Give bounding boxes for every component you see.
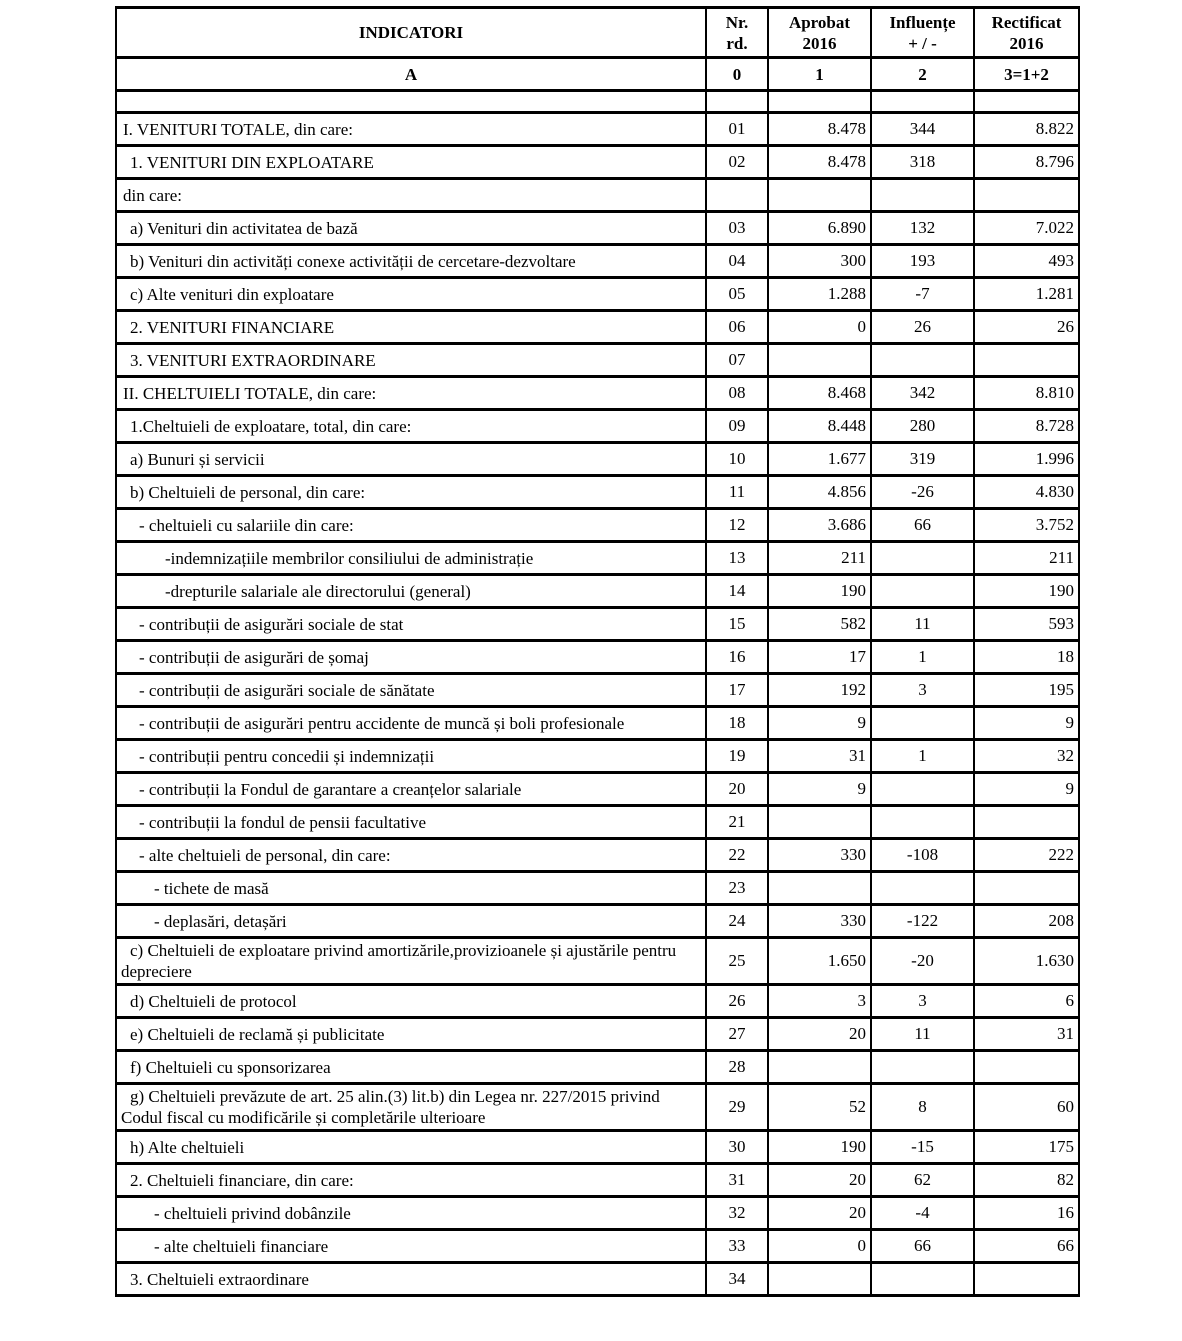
influente-value-cell: -122 bbox=[871, 905, 974, 938]
rectificat-value-cell: 593 bbox=[974, 608, 1079, 641]
indicator-cell: - contribuții de asigurări sociale de sănătate bbox=[116, 674, 706, 707]
table-row bbox=[116, 212, 1079, 245]
rectificat-value-cell: 195 bbox=[974, 674, 1079, 707]
indicator-cell: 2. Cheltuieli financiare, din care: bbox=[116, 1164, 706, 1197]
row-number-cell: 29 bbox=[706, 1084, 768, 1131]
row-number-cell: 23 bbox=[706, 872, 768, 905]
indicator-cell: e) Cheltuieli de reclamă și publicitate bbox=[116, 1018, 706, 1051]
aprobat-value-cell: 20 bbox=[768, 1197, 871, 1230]
indicator-cell: II. CHELTUIELI TOTALE, din care: bbox=[116, 377, 706, 410]
indicator-cell: - contribuții de asigurări pentru accidente de muncă și boli profesionale bbox=[116, 707, 706, 740]
table-row bbox=[116, 542, 1079, 575]
row-number-cell: 22 bbox=[706, 839, 768, 872]
table-row bbox=[116, 905, 1079, 938]
indicator-cell: -drepturile salariale ale directorului (general) bbox=[116, 575, 706, 608]
influente-value-cell bbox=[871, 575, 974, 608]
influente-value-cell: 132 bbox=[871, 212, 974, 245]
table-row bbox=[116, 575, 1079, 608]
influente-value-cell bbox=[871, 91, 974, 113]
header-rectificat bbox=[974, 8, 1079, 58]
indicator-cell: c) Alte venituri din exploatare bbox=[116, 278, 706, 311]
rectificat-value-cell: 8.822 bbox=[974, 113, 1079, 146]
aprobat-value-cell: 6.890 bbox=[768, 212, 871, 245]
table-row bbox=[116, 1131, 1079, 1164]
aprobat-value-cell: 0 bbox=[768, 1230, 871, 1263]
influente-value-cell: 66 bbox=[871, 509, 974, 542]
influente-value-cell: 8 bbox=[871, 1084, 974, 1131]
row-number-cell: 04 bbox=[706, 245, 768, 278]
table-row bbox=[116, 839, 1079, 872]
rectificat-value-cell: 175 bbox=[974, 1131, 1079, 1164]
influente-value-cell: 280 bbox=[871, 410, 974, 443]
aprobat-value-cell: 8.478 bbox=[768, 113, 871, 146]
influente-value-cell: 318 bbox=[871, 146, 974, 179]
table-row bbox=[116, 179, 1079, 212]
aprobat-value-cell: 330 bbox=[768, 905, 871, 938]
header-aprobat-line1: Aprobat bbox=[788, 12, 851, 32]
influente-value-cell bbox=[871, 806, 974, 839]
rectificat-value-cell bbox=[974, 1263, 1079, 1296]
rectificat-value-cell bbox=[974, 806, 1079, 839]
aprobat-value-cell: 52 bbox=[768, 1084, 871, 1131]
header-nr-line2: rd. bbox=[726, 33, 748, 53]
rectificat-value-cell: 6 bbox=[974, 985, 1079, 1018]
subheader-2: 2 bbox=[871, 58, 974, 91]
table-row bbox=[116, 872, 1079, 905]
indicator-cell: c) Cheltuieli de exploatare privind amortizările,provizioanele și ajustările pentru depreciere bbox=[116, 938, 706, 985]
influente-value-cell: -26 bbox=[871, 476, 974, 509]
header-indicatori bbox=[116, 8, 706, 58]
header-indicatori-label: INDICATORI bbox=[358, 23, 464, 42]
row-number-cell: 33 bbox=[706, 1230, 768, 1263]
rectificat-value-cell: 211 bbox=[974, 542, 1079, 575]
aprobat-value-cell bbox=[768, 872, 871, 905]
indicator-cell: - contribuții de asigurări de șomaj bbox=[116, 641, 706, 674]
row-number-cell: 13 bbox=[706, 542, 768, 575]
row-number-cell: 34 bbox=[706, 1263, 768, 1296]
row-number-cell: 27 bbox=[706, 1018, 768, 1051]
influente-value-cell: 1 bbox=[871, 740, 974, 773]
table-body bbox=[116, 91, 1079, 1296]
rectificat-value-cell: 8.796 bbox=[974, 146, 1079, 179]
influente-value-cell: 26 bbox=[871, 311, 974, 344]
subheader-0: 0 bbox=[706, 58, 768, 91]
indicator-cell: -indemnizațiile membrilor consiliului de administrație bbox=[116, 542, 706, 575]
influente-value-cell: 344 bbox=[871, 113, 974, 146]
influente-value-cell: 66 bbox=[871, 1230, 974, 1263]
aprobat-value-cell: 582 bbox=[768, 608, 871, 641]
aprobat-value-cell: 17 bbox=[768, 641, 871, 674]
influente-value-cell: -7 bbox=[871, 278, 974, 311]
header-rectificat-line1: Rectificat bbox=[991, 12, 1062, 32]
influente-value-cell: 11 bbox=[871, 1018, 974, 1051]
rectificat-value-cell: 9 bbox=[974, 773, 1079, 806]
indicator-cell: I. VENITURI TOTALE, din care: bbox=[116, 113, 706, 146]
row-number-cell: 10 bbox=[706, 443, 768, 476]
indicator-cell: 1. VENITURI DIN EXPLOATARE bbox=[116, 146, 706, 179]
indicator-cell: 3. VENITURI EXTRAORDINARE bbox=[116, 344, 706, 377]
header-influente-line2: + / - bbox=[908, 33, 937, 53]
rectificat-value-cell: 8.728 bbox=[974, 410, 1079, 443]
table-header bbox=[116, 8, 1079, 91]
table-row bbox=[116, 1164, 1079, 1197]
influente-value-cell bbox=[871, 1051, 974, 1084]
table-row bbox=[116, 377, 1079, 410]
row-number-cell: 28 bbox=[706, 1051, 768, 1084]
table-row bbox=[116, 311, 1079, 344]
rectificat-value-cell: 82 bbox=[974, 1164, 1079, 1197]
rectificat-value-cell: 4.830 bbox=[974, 476, 1079, 509]
aprobat-value-cell: 192 bbox=[768, 674, 871, 707]
rectificat-value-cell: 18 bbox=[974, 641, 1079, 674]
indicator-cell: - contribuții la fondul de pensii facultative bbox=[116, 806, 706, 839]
subheader-a: A bbox=[116, 58, 706, 91]
row-number-cell: 24 bbox=[706, 905, 768, 938]
rectificat-value-cell: 1.996 bbox=[974, 443, 1079, 476]
row-number-cell: 32 bbox=[706, 1197, 768, 1230]
indicator-cell: d) Cheltuieli de protocol bbox=[116, 985, 706, 1018]
indicator-cell: - cheltuieli privind dobânzile bbox=[116, 1197, 706, 1230]
rectificat-value-cell: 32 bbox=[974, 740, 1079, 773]
row-number-cell: 15 bbox=[706, 608, 768, 641]
table-row bbox=[116, 245, 1079, 278]
indicator-cell: 3. Cheltuieli extraordinare bbox=[116, 1263, 706, 1296]
rectificat-value-cell bbox=[974, 179, 1079, 212]
aprobat-value-cell: 3.686 bbox=[768, 509, 871, 542]
subheader-1: 1 bbox=[768, 58, 871, 91]
table-row bbox=[116, 985, 1079, 1018]
indicator-cell: - cheltuieli cu salariile din care: bbox=[116, 509, 706, 542]
row-number-cell: 16 bbox=[706, 641, 768, 674]
row-number-cell: 12 bbox=[706, 509, 768, 542]
aprobat-value-cell: 4.856 bbox=[768, 476, 871, 509]
row-number-cell: 01 bbox=[706, 113, 768, 146]
indicator-cell: g) Cheltuieli prevăzute de art. 25 alin.(3) lit.b) din Legea nr. 227/2015 privind Codul fiscal cu modificările și completările ulterioare bbox=[116, 1084, 706, 1131]
influente-value-cell: -108 bbox=[871, 839, 974, 872]
table-row bbox=[116, 278, 1079, 311]
rectificat-value-cell: 3.752 bbox=[974, 509, 1079, 542]
rectificat-value-cell: 493 bbox=[974, 245, 1079, 278]
table-row bbox=[116, 1197, 1079, 1230]
table-row bbox=[116, 344, 1079, 377]
influente-value-cell: -15 bbox=[871, 1131, 974, 1164]
aprobat-value-cell: 8.448 bbox=[768, 410, 871, 443]
row-number-cell: 21 bbox=[706, 806, 768, 839]
indicator-cell: - tichete de masă bbox=[116, 872, 706, 905]
row-number-cell: 19 bbox=[706, 740, 768, 773]
table-row bbox=[116, 707, 1079, 740]
aprobat-value-cell: 31 bbox=[768, 740, 871, 773]
indicator-cell: b) Venituri din activități conexe activității de cercetare-dezvoltare bbox=[116, 245, 706, 278]
table-row bbox=[116, 938, 1079, 985]
aprobat-value-cell bbox=[768, 179, 871, 212]
row-number-cell bbox=[706, 179, 768, 212]
indicator-cell: - contribuții pentru concedii și indemnizații bbox=[116, 740, 706, 773]
header-influente-line1: Influențe bbox=[889, 12, 956, 32]
header-row bbox=[116, 8, 1079, 58]
rectificat-value-cell bbox=[974, 1051, 1079, 1084]
spacer-row bbox=[116, 91, 1079, 113]
header-nr-rd bbox=[706, 8, 768, 58]
aprobat-value-cell: 20 bbox=[768, 1018, 871, 1051]
influente-value-cell: 319 bbox=[871, 443, 974, 476]
aprobat-value-cell bbox=[768, 1051, 871, 1084]
row-number-cell: 25 bbox=[706, 938, 768, 985]
table-row bbox=[116, 641, 1079, 674]
table-row bbox=[116, 476, 1079, 509]
row-number-cell: 07 bbox=[706, 344, 768, 377]
indicator-cell: - contribuții la Fondul de garantare a creanțelor salariale bbox=[116, 773, 706, 806]
aprobat-value-cell: 8.468 bbox=[768, 377, 871, 410]
aprobat-value-cell bbox=[768, 344, 871, 377]
indicator-cell: din care: bbox=[116, 179, 706, 212]
aprobat-value-cell: 300 bbox=[768, 245, 871, 278]
table-row bbox=[116, 1263, 1079, 1296]
rectificat-value-cell: 1.630 bbox=[974, 938, 1079, 985]
influente-value-cell: 1 bbox=[871, 641, 974, 674]
aprobat-value-cell: 1.288 bbox=[768, 278, 871, 311]
rectificat-value-cell: 16 bbox=[974, 1197, 1079, 1230]
rectificat-value-cell: 9 bbox=[974, 707, 1079, 740]
influente-value-cell bbox=[871, 179, 974, 212]
indicator-cell: f) Cheltuieli cu sponsorizarea bbox=[116, 1051, 706, 1084]
aprobat-value-cell: 330 bbox=[768, 839, 871, 872]
influente-value-cell: 342 bbox=[871, 377, 974, 410]
aprobat-value-cell: 190 bbox=[768, 575, 871, 608]
rectificat-value-cell: 208 bbox=[974, 905, 1079, 938]
table-row bbox=[116, 740, 1079, 773]
table-row bbox=[116, 806, 1079, 839]
aprobat-value-cell: 20 bbox=[768, 1164, 871, 1197]
row-number-cell: 31 bbox=[706, 1164, 768, 1197]
row-number-cell: 05 bbox=[706, 278, 768, 311]
table-row bbox=[116, 410, 1079, 443]
aprobat-value-cell bbox=[768, 1263, 871, 1296]
aprobat-value-cell: 3 bbox=[768, 985, 871, 1018]
row-number-cell: 03 bbox=[706, 212, 768, 245]
budget-rectification-table bbox=[115, 6, 1080, 1297]
table-row bbox=[116, 674, 1079, 707]
row-number-cell: 20 bbox=[706, 773, 768, 806]
aprobat-value-cell: 9 bbox=[768, 773, 871, 806]
aprobat-value-cell: 9 bbox=[768, 707, 871, 740]
row-number-cell: 17 bbox=[706, 674, 768, 707]
rectificat-value-cell bbox=[974, 344, 1079, 377]
influente-value-cell bbox=[871, 344, 974, 377]
rectificat-value-cell: 31 bbox=[974, 1018, 1079, 1051]
indicator-cell: - contribuții de asigurări sociale de stat bbox=[116, 608, 706, 641]
row-number-cell: 08 bbox=[706, 377, 768, 410]
row-number-cell: 30 bbox=[706, 1131, 768, 1164]
aprobat-value-cell: 8.478 bbox=[768, 146, 871, 179]
indicator-cell: - alte cheltuieli de personal, din care: bbox=[116, 839, 706, 872]
aprobat-value-cell: 0 bbox=[768, 311, 871, 344]
header-aprobat-line2: 2016 bbox=[802, 33, 837, 53]
table-row bbox=[116, 443, 1079, 476]
row-number-cell: 18 bbox=[706, 707, 768, 740]
influente-value-cell: 193 bbox=[871, 245, 974, 278]
indicator-cell: h) Alte cheltuieli bbox=[116, 1131, 706, 1164]
header-aprobat bbox=[768, 8, 871, 58]
rectificat-value-cell: 60 bbox=[974, 1084, 1079, 1131]
influente-value-cell: -4 bbox=[871, 1197, 974, 1230]
influente-value-cell: -20 bbox=[871, 938, 974, 985]
row-number-cell: 06 bbox=[706, 311, 768, 344]
indicator-cell bbox=[116, 91, 706, 113]
rectificat-value-cell: 66 bbox=[974, 1230, 1079, 1263]
influente-value-cell bbox=[871, 1263, 974, 1296]
row-number-cell: 09 bbox=[706, 410, 768, 443]
row-number-cell: 26 bbox=[706, 985, 768, 1018]
aprobat-value-cell bbox=[768, 91, 871, 113]
indicator-cell: - alte cheltuieli financiare bbox=[116, 1230, 706, 1263]
influente-value-cell: 11 bbox=[871, 608, 974, 641]
aprobat-value-cell: 190 bbox=[768, 1131, 871, 1164]
subheader-formula: 3=1+2 bbox=[974, 58, 1079, 91]
indicator-cell: a) Bunuri și servicii bbox=[116, 443, 706, 476]
table-row bbox=[116, 1230, 1079, 1263]
rectificat-value-cell: 26 bbox=[974, 311, 1079, 344]
indicator-cell: - deplasări, detașări bbox=[116, 905, 706, 938]
row-number-cell: 02 bbox=[706, 146, 768, 179]
header-nr-line1: Nr. bbox=[725, 12, 749, 32]
table-row bbox=[116, 1084, 1079, 1131]
rectificat-value-cell bbox=[974, 91, 1079, 113]
aprobat-value-cell: 1.650 bbox=[768, 938, 871, 985]
indicator-cell: a) Venituri din activitatea de bază bbox=[116, 212, 706, 245]
influente-value-cell bbox=[871, 872, 974, 905]
header-rectificat-line2: 2016 bbox=[1009, 33, 1044, 53]
influente-value-cell bbox=[871, 773, 974, 806]
influente-value-cell: 62 bbox=[871, 1164, 974, 1197]
table-row bbox=[116, 113, 1079, 146]
row-number-cell bbox=[706, 91, 768, 113]
aprobat-value-cell: 211 bbox=[768, 542, 871, 575]
table-row bbox=[116, 1018, 1079, 1051]
table-row bbox=[116, 773, 1079, 806]
indicator-cell: 1.Cheltuieli de exploatare, total, din care: bbox=[116, 410, 706, 443]
table-row bbox=[116, 146, 1079, 179]
header-influente bbox=[871, 8, 974, 58]
table-row bbox=[116, 509, 1079, 542]
table-row bbox=[116, 1051, 1079, 1084]
row-number-cell: 14 bbox=[706, 575, 768, 608]
influente-value-cell: 3 bbox=[871, 985, 974, 1018]
influente-value-cell bbox=[871, 707, 974, 740]
rectificat-value-cell: 8.810 bbox=[974, 377, 1079, 410]
aprobat-value-cell: 1.677 bbox=[768, 443, 871, 476]
rectificat-value-cell: 190 bbox=[974, 575, 1079, 608]
subheader-row bbox=[116, 58, 1079, 91]
rectificat-value-cell bbox=[974, 872, 1079, 905]
indicator-cell: b) Cheltuieli de personal, din care: bbox=[116, 476, 706, 509]
rectificat-value-cell: 1.281 bbox=[974, 278, 1079, 311]
influente-value-cell: 3 bbox=[871, 674, 974, 707]
rectificat-value-cell: 222 bbox=[974, 839, 1079, 872]
influente-value-cell bbox=[871, 542, 974, 575]
indicator-cell: 2. VENITURI FINANCIARE bbox=[116, 311, 706, 344]
row-number-cell: 11 bbox=[706, 476, 768, 509]
rectificat-value-cell: 7.022 bbox=[974, 212, 1079, 245]
table-row bbox=[116, 608, 1079, 641]
aprobat-value-cell bbox=[768, 806, 871, 839]
